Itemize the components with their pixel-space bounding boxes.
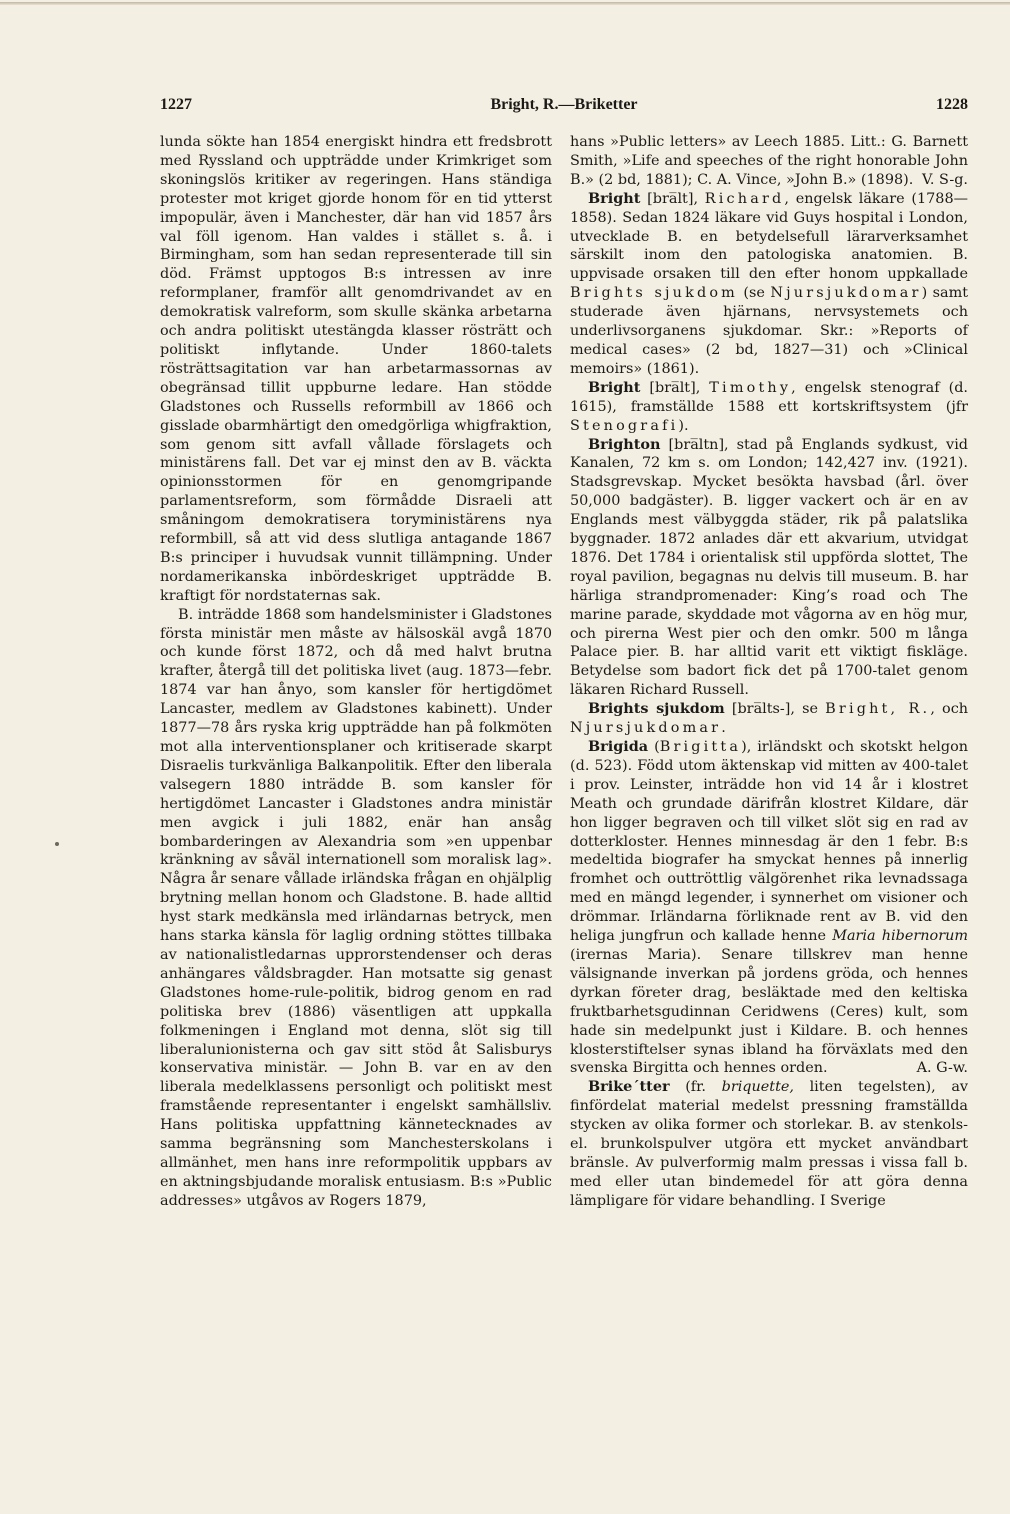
entry-bright-timothy: Bright [bra̅lt], Timothy, engelsk stenograf (d. 1615), framställde 1588 ett kortskriftsystem (jfr Stenografi). <box>570 378 968 434</box>
running-title: Bright, R.—Briketter <box>490 96 638 113</box>
entry-headword: Brighton <box>588 435 661 453</box>
entry-brighton: Brighton [bra̅ltn], stad på Englands sydkust, vid Kanalen, 72 km s. om London; 142,427 inv. (1921). Stadsgrevskap. Mycket besökta havsbad (årl. över 50,000 badgäster). B. ligger vackert och är en av Englands mest välbyggda städer, rik på palatslika byggnader. 1872 anlades där ett akvarium, utvidgat 1876. Det 1784 i orientalisk stil uppförda slottet, The royal pavilion, begagnas nu delvis till museum. B. har härliga strandpromenader: King’s road och The marine parade, skyddade mot vågorna av en hög mur, och pirerna West pier och den omkr. 500 m långa Palace pier. B. har alltid varit ett viktigt fiskläge. Betydelse som badort fick det på 1700-talet genom läkaren Richard Russell. <box>570 435 969 699</box>
entry-headword: Bright <box>588 189 641 207</box>
page-number-right: 1228 <box>936 96 968 113</box>
page-header <box>160 96 968 120</box>
left-column <box>160 133 552 1211</box>
entry-bright-richard: Bright [bra̅lt], Richard, engelsk läkare (1788—1858). Sedan 1824 läkare vid Guys hospital i London, utvecklade B. en betydelsefull lärarverksamhet särskilt inom den patologiska anatomien. B. uppvisade orsaken till den efter honom uppkallade Brights sjukdom (se Njursjukdomar) samt studerade även hjärnans, nervsystemets och underlivsorganens sjukdomar. Skr.: »Reports of medical cases» (2 bd, 1827—31) och »Clinical memoirs» (1861). <box>570 189 969 377</box>
paragraph: hans »Public letters» av Leech 1885. Litt.: G. Barnett Smith, »Life and speeches of the right honorable John B.» (2 bd, 1881); C. A. Vince, »John B.» (1898). <box>570 134 968 188</box>
author-signature: A. G-w. <box>916 1060 968 1077</box>
cross-reference: Stenografi <box>570 417 679 434</box>
cross-reference: Brights sjukdom <box>570 285 738 302</box>
person-name: Richard <box>704 190 785 207</box>
entry-brights-sjukdom: Brights sjukdom [bra̅lts-], se Bright, R., och Njursjukdomar. <box>570 700 969 737</box>
entry-headword: Brights sjukdom <box>588 700 725 718</box>
entry-headword: Brigida <box>588 738 649 755</box>
entry-brigida: Brigida (Brigitta), irländskt och skotskt helgon (d. 523). Född utom äktenskap vid mitten av 400-talet i prov. Leinster, inträdde hon vid 14 år i klostret Meath och grundade därifrån klostret Kildare, där hon ligger begraven och till vilket slöt sig en rad av dotterkloster. Hennes minnesdag är den 1 febr. B:s medeltida biografer ha smyckat hennes på innerlig fromhet och outtröttlig välgörenhet rika levnadssaga med en mängd legender, i synnerhet om visioner och drömmar. Irländarna förliknade rent av B. vid den heliga jungfrun och kallade henne Maria hibernorum (irernas Maria). Senare tillskrev man henne välsignande inverkan på jordens gröda, och hennes dyrkan företer drag, besläktade med den keltiska fruktbarhetsgudinnan Ceridwens (Ceres) kult, som hade sin medelpunkt just i Kildare. B. och hennes klosterstiftelser synas ibland ha förväxlats med den svenska Birgitta och hennes orden. A. G-w. <box>570 738 968 1077</box>
margin-dot <box>55 842 59 846</box>
right-column <box>570 133 968 1211</box>
entry-continuation <box>570 133 968 190</box>
cross-reference: Njursjukdomar <box>570 720 722 737</box>
italic-term: Maria hibernorum <box>832 928 968 945</box>
paragraph: B. inträdde 1868 som handelsminister i Gladstones första ministär men måste av hälsoskäl avgå 1870 och kunde först 1872, och då med halvt brutna krafter, återgå till det politiska livet (aug. 1873—febr. 1874 var han ånyo, som kansler för hertigdömet Lancaster, medlem av Gladstones kabinett). Under 1877—78 års ryska krig uppträdde han på folkmöten mot alla interventionsplaner och kritiserade skarpt Disraelis turkvänliga Balkanpolitik. Efter den liberala valsegern 1880 inträdde B. som kansler för hertigdömet Lancaster i Gladstones andra ministär men avgick i juli 1882, enär han ansåg bombarderingen av Alexandria som »en uppenbar kränkning av såväl internationell som moralisk lag». Några år senare vållade irländska frågan en ohjälplig brytning mellan honom och Gladstone. B. hade alltid hyst stark medkänsla med irländarnas betryck, men hans starka känsla för laglig ordning stöttes tillbaka av nationalistledarnas upprorstendenser och deras anhängares våldsbragder. Han motsatte sig genast Gladstones home-rule-politik, bidrog genom en rad politiska brev (1886) väsentligen att uppkalla folkmeningen i England mot denna, slöt sig till liberalunionisterna och gav sitt stöd åt Salisburys konservativa ministär. — John B. var en av den liberala medelklassens personligt och politiskt mest framstående representanter i engelskt samhällsliv. Hans politiska uppfattning kännetecknades av samma begränsning som Manchesterskolans i allmänhet, men hans inre reformpolitik uppbars av en aktningsbjudande moralisk entusiasm. B:s »Public addresses» utgåvos av Rogers 1879, <box>160 606 552 1209</box>
entry-headword: Brike´tter <box>588 1078 670 1096</box>
entry-briketter: Brike´tter (fr. briquette, liten tegelsten), av finfördelat material medelst pressning framställda stycken av olika former och storlekar. B. av stenkols- el. brunkolspulver utgöra ett mycket användbart bränsle. Av pulverformig malm pressas i vissa fall b. med eller utan bindemedel för att göra denna lämpligare för vidare behandling. I Sverige <box>570 1078 969 1209</box>
person-name: Timothy <box>709 379 792 396</box>
top-edge-line <box>0 2 1010 5</box>
author-signature: V. S-g. <box>921 171 968 188</box>
entry-headword: Bright <box>588 378 641 396</box>
page-number-left: 1227 <box>160 96 192 113</box>
cross-reference: Bright, R. <box>825 701 931 718</box>
alternate-name: Brigitta <box>659 739 742 755</box>
italic-term: briquette, <box>721 1079 794 1096</box>
paragraph: lunda sökte han 1854 energiskt hindra ett fredsbrott med Ryssland och uppträdde under Krimkriget som skoningslös kritiker av regeringen. Hans ständiga protester mot kriget gjorde honom för en tid ytterst impopulär, även i Manchester, där han vid 1857 års val föll igenom. Han valdes i stället s. å. i Birmingham, som han sedan representerade till sin död. Främst upptogos B:s intressen av inre reformplaner, framför allt genomdrivandet av en demokratisk valreform, som skulle skänka arbetarna och andra politiskt utestängda klasser rösträtt och politiskt inflytande. Under 1860-talets rösträttsagitation var han arbetarmassornas av obegränsad tillit uppburne ledare. Han stödde Gladstones och Russells reformbill av 1866 och gisslade obarmhärtigt den omedgörliga whigfraktion, som genom sitt avfall vållade förslagets och ministärens fall. Det var ej minst den av B. väckta opinionsstormen för en genomgripande parlamentsreform, som förmådde Disraeli att småningom demokratisera toryministärens nya reformbill, så att vid dess slutliga antagande 1867 B:s principer i huvudsak vunnit tillämpning. Under nordamerikanska inbördeskriget uppträdde B. kraftigt för nordstaternas sak. <box>160 134 552 604</box>
cross-reference: Njursjukdomar <box>770 285 922 302</box>
